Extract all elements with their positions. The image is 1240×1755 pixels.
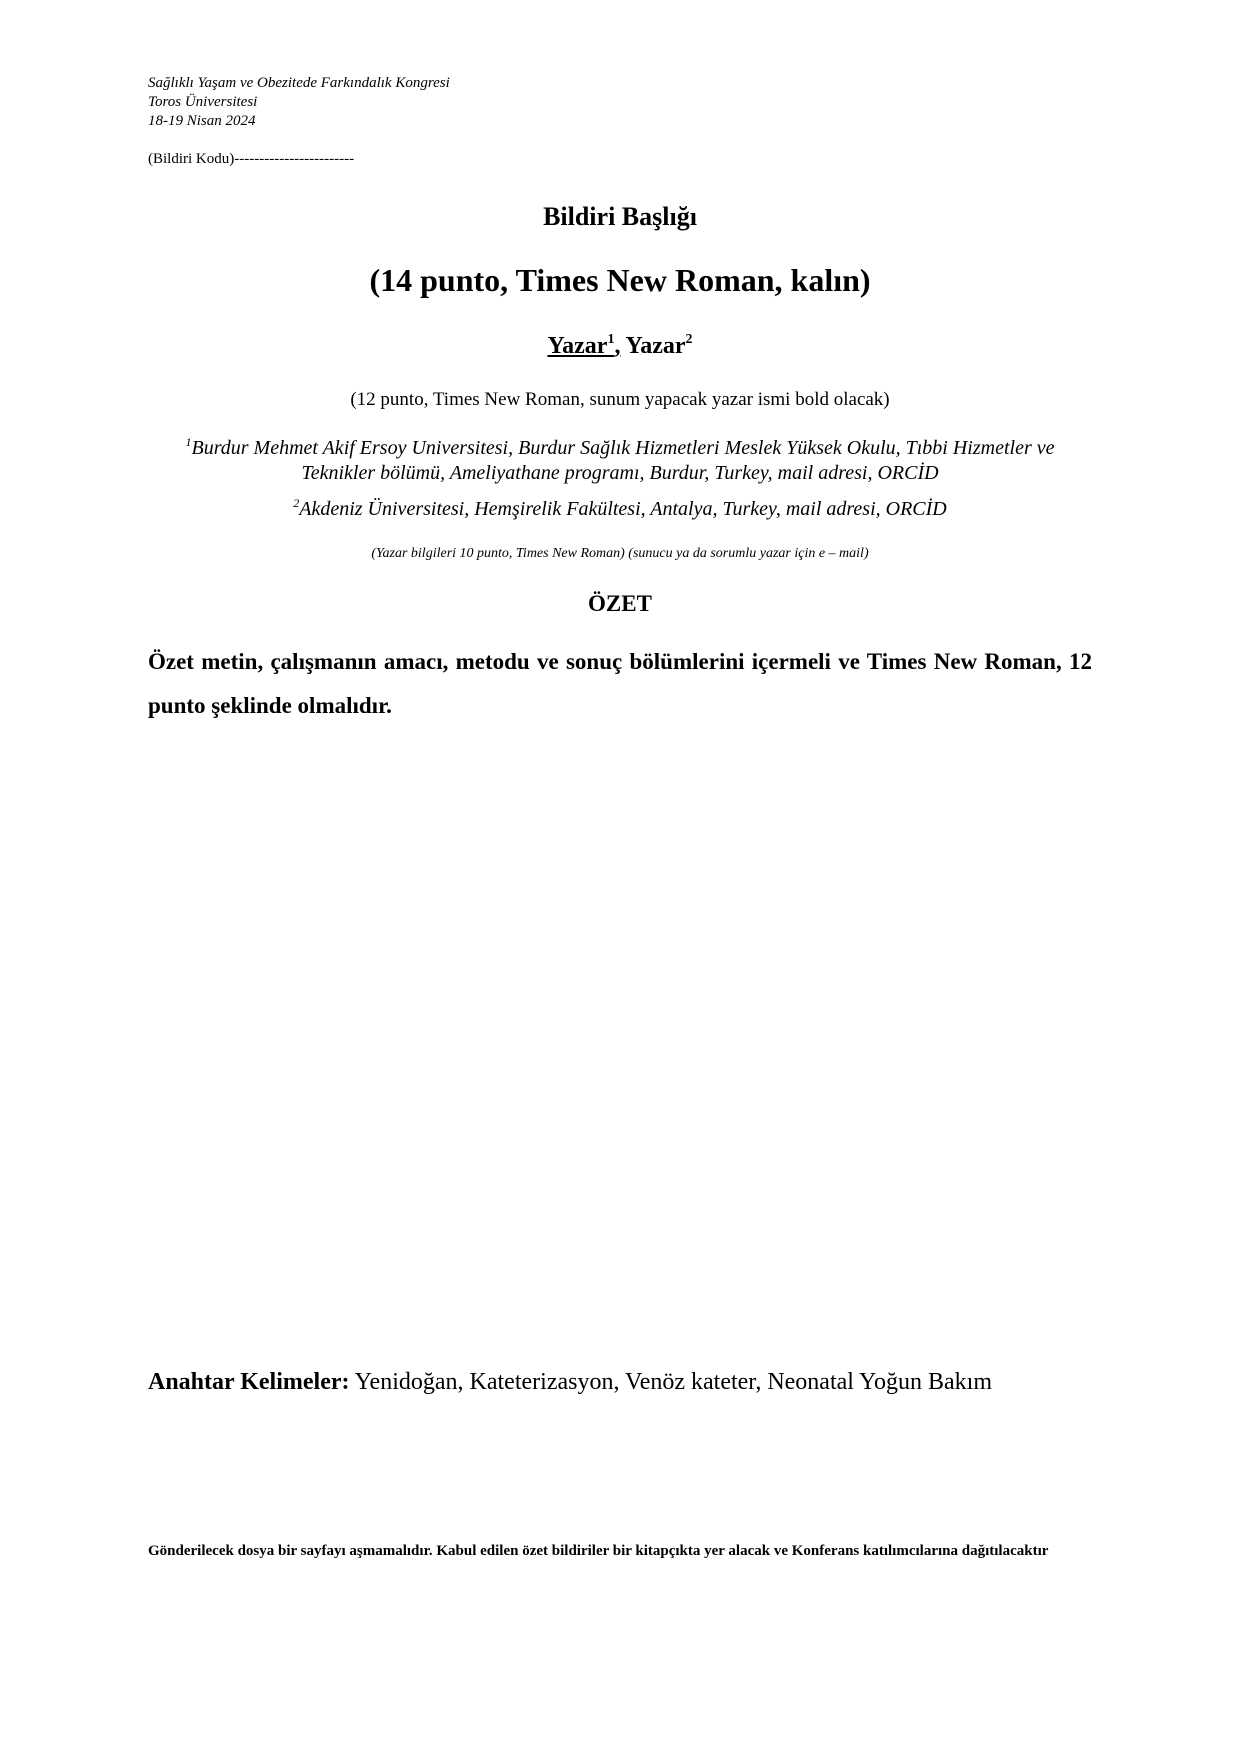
paper-title-format-note: (14 punto, Times New Roman, kalın) [369,262,871,298]
keywords-label: Anahtar Kelimeler: [148,1369,350,1395]
affiliation-1-text: Burdur Mehmet Akif Ersoy Universitesi, Burdur Sağlık Hizmetleri Meslek Yüksek Okulu, Tıbbi Hizmetler ve Teknikler bölümü, Ameliyathane programı, Burdur, Turkey, mail adresi, ORCİD [191,437,1055,484]
author-line [148,333,1092,360]
paper-title: Bildiri Başlığı [543,202,697,231]
affiliation-1 [160,436,1080,486]
affiliation-2-superscript: 2 [293,496,300,510]
keywords-line [148,1369,1092,1396]
congress-date: 18-19 Nisan 2024 [148,113,256,129]
paper-code-line: (Bildiri Kodu)------------------------ [148,151,355,167]
author-info-note: (Yazar bilgileri 10 punto, Times New Roman) (sunucu ya da sorumlu yazar için e – mail) [371,546,869,561]
author-2-name: Yazar [620,333,686,359]
affiliation-1-superscript: 1 [185,435,192,449]
author-1-superscript: 1 [607,332,615,347]
congress-name: Sağlıklı Yaşam ve Obezitede Farkındalık Kongresi [148,75,450,91]
author-separator: , [614,333,621,359]
author-format-note: (12 punto, Times New Roman, sunum yapacak yazar ismi bold olacak) [350,389,890,410]
university-name: Toros Üniversitesi [148,94,258,110]
presenting-author [547,333,620,359]
congress-header [148,74,450,131]
author-2-superscript: 2 [685,332,693,347]
submission-note: Gönderilecek dosya bir sayfayı aşmamalıdır. Kabul edilen özet bildiriler bir kitapçıkta yer alacak ve Konferans katılımcılarına dağıtılacaktır [148,1543,1049,1559]
abstract-heading: ÖZET [588,591,652,616]
affiliation-2-text: Akdeniz Üniversitesi, Hemşirelik Fakültesi, Antalya, Turkey, mail adresi, ORCİD [299,498,947,520]
affiliation-2 [148,498,1092,521]
author-1-name: Yazar [547,333,608,359]
keywords-values: Yenidoğan, Kateterizasyon, Venöz kateter, Neonatal Yoğun Bakım [349,1369,992,1395]
abstract-text: Özet metin, çalışmanın amacı, metodu ve sonuç bölümlerini içermeli ve Times New Roman, 12 punto şeklinde olmalıdır. [148,649,1092,718]
